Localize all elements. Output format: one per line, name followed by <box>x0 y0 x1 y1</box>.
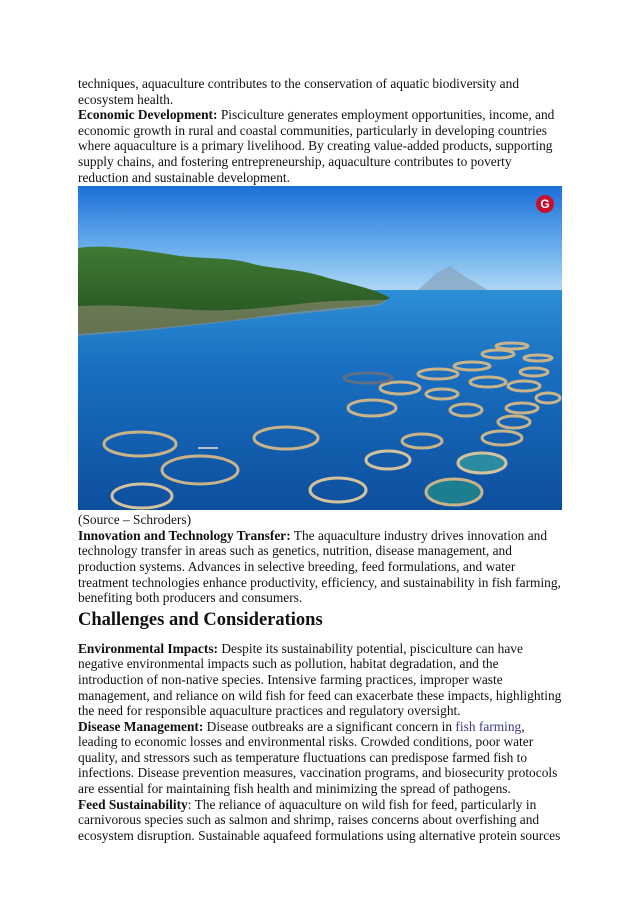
fish-farm-illustration <box>78 186 562 510</box>
site-logo-icon <box>535 194 555 214</box>
document-page <box>78 76 562 843</box>
innovation-paragraph <box>78 528 562 606</box>
innovation-heading: Innovation and Technology Transfer: <box>78 527 291 543</box>
environmental-text: Despite its sustainability potential, pisciculture can have negative environmental impacts such as pollution, habitat degradation, and the introduction of non-native species. Intensive farming practices, improper waste management, and reliance on wild fish for feed can exacerbate these impacts, highlighting the need for responsible aquaculture practices and regulatory oversight. <box>78 640 562 719</box>
intro-text: techniques, aquaculture contributes to the conservation of aquatic biodiversity and ecosystem health. <box>78 76 520 107</box>
feed-paragraph <box>78 797 562 844</box>
fish-farming-link[interactable]: fish farming <box>455 718 522 734</box>
intro-paragraph <box>78 76 562 107</box>
environmental-heading: Environmental Impacts: <box>78 640 218 656</box>
innovation-text: The aquaculture industry drives innovation and technology transfer in areas such as genetics, nutrition, disease management, and production systems. Advances in selective breeding, feed formulations, and water treatment technologies enhance productivity, efficiency, and sustainability in fish farming, benefiting both producers and consumers. <box>78 527 561 606</box>
fish-farm-photo <box>78 186 562 510</box>
section-title: Challenges and Considerations <box>78 609 323 630</box>
economic-text: Pisciculture generates employment opportunities, income, and economic growth in rural and coastal communities, particularly in developing countries where aquaculture is a primary livelihood. By creating value-added products, supporting supply chains, and fostering entrepreneurship, aquaculture contributes to poverty reduction and sustainable development. <box>78 107 555 185</box>
disease-paragraph <box>78 719 562 797</box>
disease-text-after: , leading to economic losses and environmental risks. Crowded conditions, poor water quality, and stressors such as temperature fluctuations can predispose farmed fish to infections. Disease prevention measures, vaccination programs, and biosecurity protocols are essential for maintaining fish health and minimizing the spread of pathogens. <box>78 718 558 797</box>
disease-text-before: Disease outbreaks are a significant concern in <box>203 718 456 734</box>
svg-text:G: G <box>540 197 550 212</box>
environmental-paragraph <box>78 641 562 719</box>
economic-paragraph <box>78 107 562 185</box>
image-caption <box>78 512 562 528</box>
economic-heading: Economic Development: <box>78 107 218 123</box>
feed-heading: Feed Sustainability <box>78 796 188 812</box>
image-caption-text: (Source – Schroders) <box>78 512 192 528</box>
feed-text: : The reliance of aquaculture on wild fish for feed, particularly in carnivorous species such as salmon and shrimp, raises concerns about overfishing and ecosystem disruption. Sustainable aquafeed formulations using alternative protein sources <box>78 796 561 843</box>
disease-heading: Disease Management: <box>78 718 204 734</box>
